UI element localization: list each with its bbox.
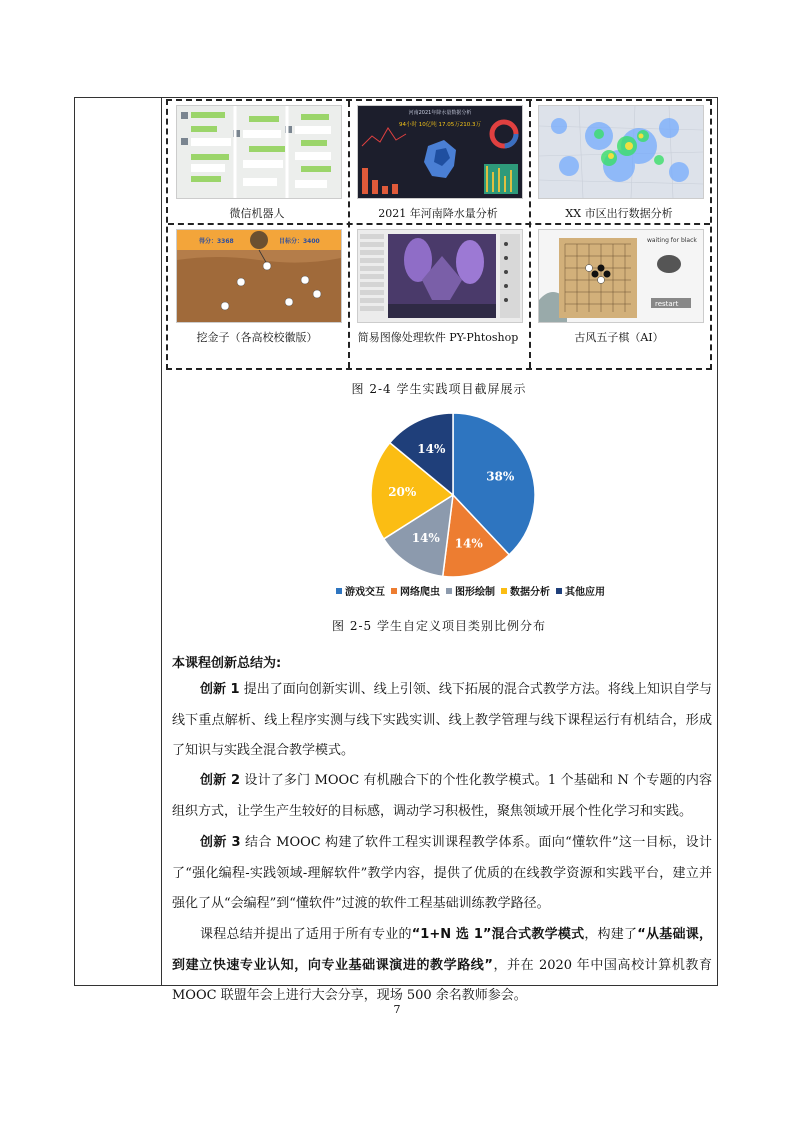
- gold-miner-screenshot: [176, 229, 342, 323]
- gomoku-restart-label: restart: [655, 300, 679, 308]
- pie-data-label: 14%: [417, 441, 446, 456]
- gallery-caption: XX 市区出行数据分析: [565, 207, 673, 220]
- gallery-item-travel-heatmap: [530, 101, 708, 234]
- gallery-caption: 古风五子棋（AI）: [574, 331, 664, 344]
- gold-target: 目标分：3400: [279, 238, 320, 245]
- travel-heatmap-screenshot: [538, 105, 704, 199]
- gold-score: 得分：3368: [199, 238, 234, 245]
- wechat-bot-screenshot: [176, 105, 342, 199]
- innovation-1-text: 提出了面向创新实训、线上引领、线下拓展的混合式教学方法。将线上知识自学与线下重点解析、线上程序实测与线下实践实训、线上教学管理与线下课程运行有机结合，形成了知识与实践全混合教学模式。: [172, 682, 712, 758]
- project-gallery: [166, 99, 712, 370]
- gomoku-status: waiting for black: [647, 237, 697, 244]
- innovation-2-label: 创新 2: [200, 773, 241, 788]
- innovation-2-text: 设计了多门 MOOC 有机融合下的个性化教学模式。1 个基础和 N 个专题的内容组织方式，让学生产生较好的目标感，调动学习积极性，聚焦领域开展个性化学习和实践。: [172, 773, 712, 819]
- innovation-3-paragraph: [172, 828, 712, 920]
- summary-paragraph: [172, 920, 712, 1012]
- legend-swatch: [556, 588, 562, 594]
- pie-legend: [330, 583, 605, 598]
- summary-text-a: 课程总结并提出了适用于所有专业的: [200, 927, 412, 942]
- summary-highlight-2: “从基础课，到建立快速专业认知，向专业基础课演进的教学路线”: [172, 927, 712, 973]
- summary-heading: 本课程创新总结为:: [172, 656, 282, 671]
- gallery-item-image-editor: [349, 225, 527, 358]
- gallery-caption: 微信机器人: [229, 207, 285, 220]
- gallery-caption: 2021 年河南降水量分析: [378, 207, 498, 220]
- innovation-1-paragraph: [172, 675, 712, 767]
- gallery-item-gomoku: [530, 225, 708, 358]
- page-number: 7: [393, 1003, 401, 1016]
- legend-label: 其他应用: [565, 587, 605, 598]
- gallery-caption: 简易图像处理软件 PY-Phtoshop: [357, 331, 519, 344]
- gallery-item-wechat-bot: [168, 101, 346, 234]
- legend-swatch: [446, 588, 452, 594]
- summary-text-e: ，并在 2020 年中国高校计算机教育 MOOC 联盟年会上进行大会分享，现场 500 余名教师参会。: [172, 957, 712, 1003]
- table-column-divider: [161, 97, 162, 986]
- figure-caption-2-4: 图 2-4 学生实践项目截屏展示: [351, 382, 527, 396]
- gomoku-screenshot: [538, 229, 704, 323]
- rainfall-stats: 94小时 10亿吨 17.05万210.3万: [399, 122, 481, 128]
- gallery-item-gold-miner: [168, 225, 346, 358]
- pie-data-label: 14%: [454, 536, 483, 551]
- category-pie-chart: [368, 412, 538, 578]
- legend-label: 图形绘制: [455, 587, 495, 598]
- innovation-3-label: 创新 3: [200, 835, 241, 850]
- summary-text-c: ，构建了: [584, 927, 638, 942]
- image-editor-screenshot: [357, 229, 523, 323]
- legend-swatch: [501, 588, 507, 594]
- figure-caption-2-5: 图 2-5 学生自定义项目类别比例分布: [332, 619, 546, 633]
- gallery-caption: 挖金子（各高校校徽版）: [196, 331, 318, 344]
- innovation-1-label: 创新 1: [200, 682, 240, 697]
- innovation-3-text: 结合 MOOC 构建了软件工程实训课程教学体系。面向“懂软件”这一目标，设计了“强化编程-实践领域-理解软件”教学内容，提供了优质的在线教学资源和实践平台，建立并强化了从“会编程”到“懂软件”过渡的软件工程基础训练教学路径。: [172, 835, 712, 911]
- legend-swatch: [391, 588, 397, 594]
- legend-label: 数据分析: [510, 587, 550, 598]
- innovation-2-paragraph: [172, 766, 712, 827]
- legend-label: 网络爬虫: [400, 587, 440, 598]
- pie-data-label: 20%: [388, 484, 417, 499]
- rainfall-title: 河南2021年降水量数据分析: [408, 110, 472, 116]
- gallery-item-rainfall: [349, 101, 527, 234]
- pie-data-label: 14%: [411, 530, 440, 545]
- summary-highlight-1: “1+N 选 1”混合式教学模式: [411, 927, 585, 942]
- rainfall-dashboard-screenshot: [357, 105, 523, 199]
- legend-swatch: [336, 588, 342, 594]
- pie-data-label: 38%: [486, 469, 515, 484]
- legend-label: 游戏交互: [345, 587, 385, 598]
